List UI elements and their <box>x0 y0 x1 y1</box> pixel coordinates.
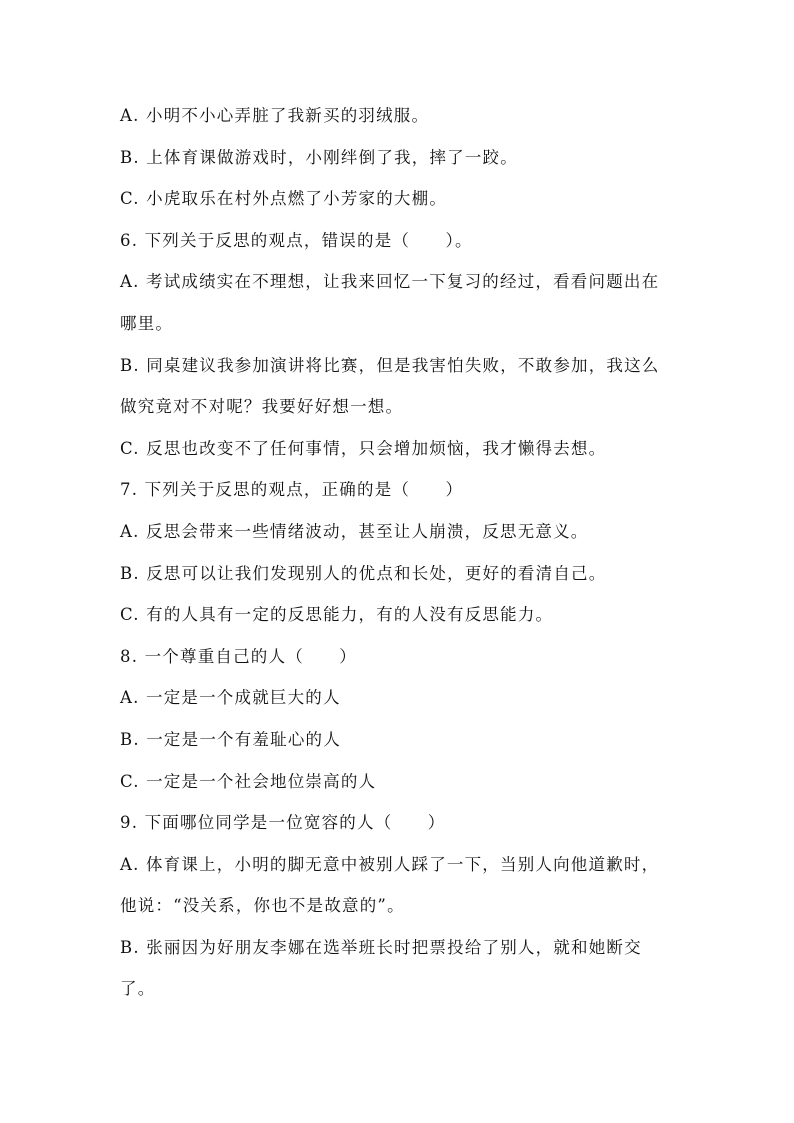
document-text <box>120 102 680 1017</box>
option-b-q5: B. 上体育课做游戏时，小刚绊倒了我，摔了一跤。 <box>120 147 518 167</box>
question-6: 6. 下列关于反思的观点，错误的是（ ）。 <box>120 230 473 250</box>
question-7: 7. 下列关于反思的观点，正确的是（ ） <box>120 480 464 500</box>
option-a-q6-continued: 哪里。 <box>120 313 174 333</box>
option-b-q8: B. 一定是一个有羞耻心的人 <box>120 729 341 749</box>
option-a-q6: A. 考试成绩实在不理想，让我来回忆一下复习的经过，看看问题出在 <box>120 272 660 292</box>
question-8: 8. 一个尊重自己的人（ ） <box>120 646 357 666</box>
option-c-q5: C. 小虎取乐在村外点燃了小芳家的大棚。 <box>120 189 448 209</box>
option-c-q6: C. 反思也改变不了任何事情，只会增加烦恼，我才懒得去想。 <box>120 438 607 458</box>
question-9: 9. 下面哪位同学是一位宽容的人（ ） <box>120 813 446 833</box>
option-b-q9: B. 张丽因为好朋友李娜在选举班长时把票投给了别人，就和她断交 <box>120 937 642 957</box>
option-c-q8: C. 一定是一个社会地位崇高的人 <box>120 771 377 791</box>
option-a-q7: A. 反思会带来一些情绪波动，甚至让人崩溃，反思无意义。 <box>120 521 589 541</box>
option-b-q9-continued: 了。 <box>120 979 156 999</box>
option-c-q7: C. 有的人具有一定的反思能力，有的人没有反思能力。 <box>120 605 554 625</box>
option-a-q9-continued: 他说：“没关系，你也不是故意的”。 <box>120 896 405 916</box>
option-a-q9: A. 体育课上，小明的脚无意中被别人踩了一下，当别人向他道歉时， <box>120 854 660 874</box>
option-a-q8: A. 一定是一个成就巨大的人 <box>120 688 341 708</box>
option-b-q6-continued: 做究竟对不对呢？我要好好想一想。 <box>120 397 404 417</box>
option-b-q7: B. 反思可以让我们发现别人的优点和长处，更好的看清自己。 <box>120 563 607 583</box>
option-a-q5: A. 小明不小心弄脏了我新买的羽绒服。 <box>120 106 430 125</box>
option-b-q6: B. 同桌建议我参加演讲将比赛，但是我害怕失败，不敢参加，我这么 <box>120 355 660 375</box>
